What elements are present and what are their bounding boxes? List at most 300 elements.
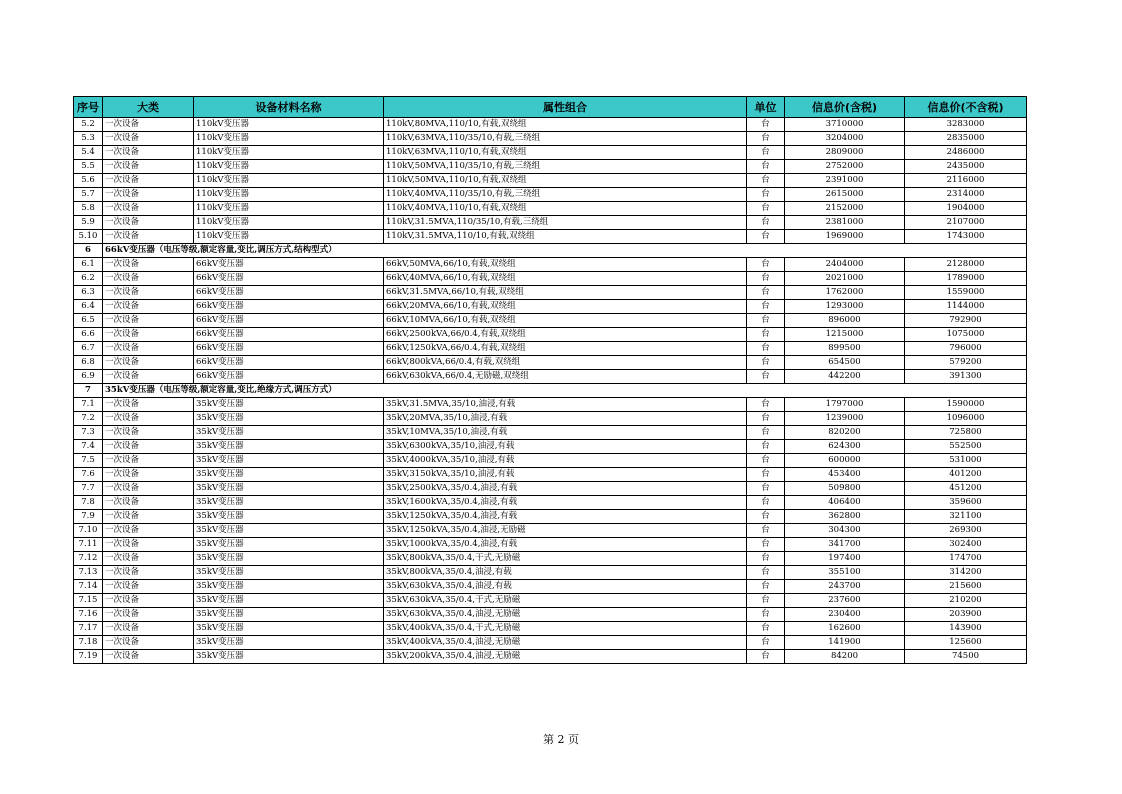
table-row bbox=[74, 272, 1027, 286]
price-tax-cell: 509800 bbox=[785, 482, 905, 496]
seq-cell: 7.13 bbox=[74, 566, 103, 580]
price-notax-cell: 1590000 bbox=[905, 398, 1027, 412]
price-notax-cell: 359600 bbox=[905, 496, 1027, 510]
category-cell: 一次设备 bbox=[103, 524, 194, 538]
attributes-cell: 66kV,800kVA,66/0.4,有载,双绕组 bbox=[384, 356, 747, 370]
price-notax-cell: 2435000 bbox=[905, 160, 1027, 174]
unit-cell: 台 bbox=[747, 118, 785, 132]
category-cell: 一次设备 bbox=[103, 594, 194, 608]
category-cell: 一次设备 bbox=[103, 370, 194, 384]
material-name-cell: 35kV变压器 bbox=[194, 552, 384, 566]
category-cell: 一次设备 bbox=[103, 174, 194, 188]
category-cell: 一次设备 bbox=[103, 118, 194, 132]
unit-cell: 台 bbox=[747, 482, 785, 496]
table-row bbox=[74, 174, 1027, 188]
unit-cell: 台 bbox=[747, 552, 785, 566]
price-notax-cell: 302400 bbox=[905, 538, 1027, 552]
material-name-cell: 35kV变压器 bbox=[194, 608, 384, 622]
unit-cell: 台 bbox=[747, 398, 785, 412]
material-name-cell: 35kV变压器 bbox=[194, 636, 384, 650]
price-tax-cell: 820200 bbox=[785, 426, 905, 440]
material-name-cell: 110kV变压器 bbox=[194, 188, 384, 202]
price-tax-cell: 341700 bbox=[785, 538, 905, 552]
table-row bbox=[74, 538, 1027, 552]
attributes-cell: 110kV,50MVA,110/35/10,有载,三绕组 bbox=[384, 160, 747, 174]
material-name-cell: 110kV变压器 bbox=[194, 160, 384, 174]
price-tax-cell: 453400 bbox=[785, 468, 905, 482]
table-row bbox=[74, 454, 1027, 468]
material-name-cell: 35kV变压器 bbox=[194, 524, 384, 538]
unit-cell: 台 bbox=[747, 286, 785, 300]
table-row bbox=[74, 356, 1027, 370]
attributes-cell: 35kV,630kVA,35/0.4,干式,无励磁 bbox=[384, 594, 747, 608]
attributes-cell: 35kV,2500kVA,35/0.4,油浸,有载 bbox=[384, 482, 747, 496]
price-tax-cell: 896000 bbox=[785, 314, 905, 328]
table-header-row bbox=[74, 97, 1027, 118]
category-cell: 一次设备 bbox=[103, 650, 194, 664]
attributes-cell: 35kV,10MVA,35/10,油浸,有载 bbox=[384, 426, 747, 440]
material-name-cell: 35kV变压器 bbox=[194, 426, 384, 440]
price-tax-cell: 442200 bbox=[785, 370, 905, 384]
material-name-cell: 35kV变压器 bbox=[194, 622, 384, 636]
material-name-cell: 35kV变压器 bbox=[194, 650, 384, 664]
unit-cell: 台 bbox=[747, 468, 785, 482]
attributes-cell: 35kV,6300kVA,35/10,油浸,有载 bbox=[384, 440, 747, 454]
category-cell: 一次设备 bbox=[103, 482, 194, 496]
group-title-cell: 35kV变压器（电压等级,额定容量,变比,绝缘方式,调压方式） bbox=[103, 384, 1027, 398]
attributes-cell: 66kV,630kVA,66/0.4,无励磁,双绕组 bbox=[384, 370, 747, 384]
seq-cell: 6.4 bbox=[74, 300, 103, 314]
price-notax-cell: 531000 bbox=[905, 454, 1027, 468]
table-row bbox=[74, 580, 1027, 594]
price-tax-cell: 406400 bbox=[785, 496, 905, 510]
category-cell: 一次设备 bbox=[103, 216, 194, 230]
category-cell: 一次设备 bbox=[103, 160, 194, 174]
table-row bbox=[74, 286, 1027, 300]
material-name-cell: 35kV变压器 bbox=[194, 440, 384, 454]
price-table bbox=[73, 96, 1027, 664]
price-tax-cell: 304300 bbox=[785, 524, 905, 538]
seq-cell: 5.3 bbox=[74, 132, 103, 146]
price-notax-cell: 174700 bbox=[905, 552, 1027, 566]
seq-cell: 6.6 bbox=[74, 328, 103, 342]
category-cell: 一次设备 bbox=[103, 356, 194, 370]
price-notax-cell: 210200 bbox=[905, 594, 1027, 608]
attributes-cell: 66kV,40MVA,66/10,有载,双绕组 bbox=[384, 272, 747, 286]
material-name-cell: 35kV变压器 bbox=[194, 538, 384, 552]
table-row bbox=[74, 510, 1027, 524]
seq-cell: 7.16 bbox=[74, 608, 103, 622]
unit-cell: 台 bbox=[747, 580, 785, 594]
price-notax-cell: 1743000 bbox=[905, 230, 1027, 244]
price-tax-cell: 355100 bbox=[785, 566, 905, 580]
seq-cell: 7.8 bbox=[74, 496, 103, 510]
seq-cell: 7.9 bbox=[74, 510, 103, 524]
price-notax-cell: 125600 bbox=[905, 636, 1027, 650]
seq-cell: 5.6 bbox=[74, 174, 103, 188]
attributes-cell: 35kV,800kVA,35/0.4,油浸,有载 bbox=[384, 566, 747, 580]
price-notax-cell: 725800 bbox=[905, 426, 1027, 440]
category-cell: 一次设备 bbox=[103, 580, 194, 594]
attributes-cell: 35kV,200kVA,35/0.4,油浸,无励磁 bbox=[384, 650, 747, 664]
category-cell: 一次设备 bbox=[103, 552, 194, 566]
attributes-cell: 35kV,800kVA,35/0.4,干式,无励磁 bbox=[384, 552, 747, 566]
unit-cell: 台 bbox=[747, 370, 785, 384]
price-notax-cell: 1904000 bbox=[905, 202, 1027, 216]
table-row bbox=[74, 146, 1027, 160]
price-notax-cell: 2116000 bbox=[905, 174, 1027, 188]
seq-cell: 5.7 bbox=[74, 188, 103, 202]
category-cell: 一次设备 bbox=[103, 454, 194, 468]
price-tax-cell: 2404000 bbox=[785, 258, 905, 272]
table-body bbox=[74, 118, 1027, 664]
category-cell: 一次设备 bbox=[103, 566, 194, 580]
price-notax-cell: 321100 bbox=[905, 510, 1027, 524]
material-name-cell: 66kV变压器 bbox=[194, 258, 384, 272]
price-tax-cell: 2391000 bbox=[785, 174, 905, 188]
group-row bbox=[74, 384, 1027, 398]
price-tax-cell: 3204000 bbox=[785, 132, 905, 146]
category-cell: 一次设备 bbox=[103, 146, 194, 160]
material-name-cell: 35kV变压器 bbox=[194, 566, 384, 580]
price-notax-cell: 451200 bbox=[905, 482, 1027, 496]
seq-cell: 7.3 bbox=[74, 426, 103, 440]
price-notax-cell: 269300 bbox=[905, 524, 1027, 538]
price-tax-cell: 1239000 bbox=[785, 412, 905, 426]
seq-cell: 7.17 bbox=[74, 622, 103, 636]
price-tax-cell: 237600 bbox=[785, 594, 905, 608]
unit-cell: 台 bbox=[747, 202, 785, 216]
seq-cell: 7.11 bbox=[74, 538, 103, 552]
seq-cell: 5.8 bbox=[74, 202, 103, 216]
price-notax-cell: 2107000 bbox=[905, 216, 1027, 230]
unit-cell: 台 bbox=[747, 454, 785, 468]
price-notax-cell: 2314000 bbox=[905, 188, 1027, 202]
material-name-cell: 110kV变压器 bbox=[194, 174, 384, 188]
unit-cell: 台 bbox=[747, 174, 785, 188]
category-cell: 一次设备 bbox=[103, 202, 194, 216]
seq-cell: 7.1 bbox=[74, 398, 103, 412]
category-cell: 一次设备 bbox=[103, 230, 194, 244]
unit-cell: 台 bbox=[747, 426, 785, 440]
material-name-cell: 110kV变压器 bbox=[194, 202, 384, 216]
category-cell: 一次设备 bbox=[103, 342, 194, 356]
price-notax-cell: 401200 bbox=[905, 468, 1027, 482]
price-notax-cell: 74500 bbox=[905, 650, 1027, 664]
price-tax-cell: 1293000 bbox=[785, 300, 905, 314]
table-row bbox=[74, 132, 1027, 146]
unit-cell: 台 bbox=[747, 622, 785, 636]
header-price-tax: 信息价(含税) bbox=[785, 97, 905, 118]
seq-cell: 7.19 bbox=[74, 650, 103, 664]
seq-cell: 5.5 bbox=[74, 160, 103, 174]
material-name-cell: 66kV变压器 bbox=[194, 314, 384, 328]
table-row bbox=[74, 650, 1027, 664]
price-notax-cell: 314200 bbox=[905, 566, 1027, 580]
category-cell: 一次设备 bbox=[103, 188, 194, 202]
price-tax-cell: 1797000 bbox=[785, 398, 905, 412]
table-row bbox=[74, 594, 1027, 608]
unit-cell: 台 bbox=[747, 566, 785, 580]
price-notax-cell: 203900 bbox=[905, 608, 1027, 622]
unit-cell: 台 bbox=[747, 356, 785, 370]
table-row bbox=[74, 468, 1027, 482]
price-tax-cell: 2615000 bbox=[785, 188, 905, 202]
unit-cell: 台 bbox=[747, 146, 785, 160]
table-row bbox=[74, 622, 1027, 636]
material-name-cell: 110kV变压器 bbox=[194, 216, 384, 230]
table-row bbox=[74, 342, 1027, 356]
header-category: 大类 bbox=[103, 97, 194, 118]
category-cell: 一次设备 bbox=[103, 440, 194, 454]
seq-cell: 7.14 bbox=[74, 580, 103, 594]
unit-cell: 台 bbox=[747, 440, 785, 454]
seq-cell: 6.7 bbox=[74, 342, 103, 356]
category-cell: 一次设备 bbox=[103, 300, 194, 314]
seq-cell: 6.3 bbox=[74, 286, 103, 300]
material-name-cell: 35kV变压器 bbox=[194, 398, 384, 412]
price-tax-cell: 2752000 bbox=[785, 160, 905, 174]
seq-cell: 6.2 bbox=[74, 272, 103, 286]
header-material-name: 设备材料名称 bbox=[194, 97, 384, 118]
seq-cell: 6.5 bbox=[74, 314, 103, 328]
attributes-cell: 66kV,10MVA,66/10,有载,双绕组 bbox=[384, 314, 747, 328]
price-tax-cell: 3710000 bbox=[785, 118, 905, 132]
attributes-cell: 110kV,63MVA,110/35/10,有载,三绕组 bbox=[384, 132, 747, 146]
unit-cell: 台 bbox=[747, 300, 785, 314]
seq-cell: 7.5 bbox=[74, 454, 103, 468]
category-cell: 一次设备 bbox=[103, 510, 194, 524]
seq-cell: 7.15 bbox=[74, 594, 103, 608]
price-tax-cell: 2021000 bbox=[785, 272, 905, 286]
seq-cell: 6.9 bbox=[74, 370, 103, 384]
seq-cell: 7.4 bbox=[74, 440, 103, 454]
page-number: 第 2 页 bbox=[543, 733, 579, 746]
unit-cell: 台 bbox=[747, 258, 785, 272]
material-name-cell: 66kV变压器 bbox=[194, 286, 384, 300]
unit-cell: 台 bbox=[747, 510, 785, 524]
unit-cell: 台 bbox=[747, 272, 785, 286]
category-cell: 一次设备 bbox=[103, 412, 194, 426]
category-cell: 一次设备 bbox=[103, 468, 194, 482]
material-name-cell: 66kV变压器 bbox=[194, 300, 384, 314]
category-cell: 一次设备 bbox=[103, 538, 194, 552]
price-tax-cell: 600000 bbox=[785, 454, 905, 468]
price-notax-cell: 579200 bbox=[905, 356, 1027, 370]
table-row bbox=[74, 566, 1027, 580]
price-tax-cell: 2152000 bbox=[785, 202, 905, 216]
seq-cell: 6.1 bbox=[74, 258, 103, 272]
table-row bbox=[74, 216, 1027, 230]
price-notax-cell: 1075000 bbox=[905, 328, 1027, 342]
table-row bbox=[74, 524, 1027, 538]
table-row bbox=[74, 314, 1027, 328]
material-name-cell: 66kV变压器 bbox=[194, 328, 384, 342]
material-name-cell: 35kV变压器 bbox=[194, 510, 384, 524]
attributes-cell: 66kV,1250kVA,66/0.4,有载,双绕组 bbox=[384, 342, 747, 356]
price-tax-cell: 1215000 bbox=[785, 328, 905, 342]
seq-cell: 7.2 bbox=[74, 412, 103, 426]
table-row bbox=[74, 636, 1027, 650]
material-name-cell: 35kV变压器 bbox=[194, 594, 384, 608]
price-tax-cell: 1762000 bbox=[785, 286, 905, 300]
table-row bbox=[74, 440, 1027, 454]
price-tax-cell: 2381000 bbox=[785, 216, 905, 230]
price-notax-cell: 2128000 bbox=[905, 258, 1027, 272]
price-notax-cell: 1559000 bbox=[905, 286, 1027, 300]
attributes-cell: 35kV,3150kVA,35/10,油浸,有载 bbox=[384, 468, 747, 482]
category-cell: 一次设备 bbox=[103, 622, 194, 636]
price-tax-cell: 654500 bbox=[785, 356, 905, 370]
price-notax-cell: 1144000 bbox=[905, 300, 1027, 314]
category-cell: 一次设备 bbox=[103, 258, 194, 272]
attributes-cell: 35kV,400kVA,35/0.4,油浸,无励磁 bbox=[384, 636, 747, 650]
table-row bbox=[74, 118, 1027, 132]
material-name-cell: 35kV变压器 bbox=[194, 482, 384, 496]
price-tax-cell: 243700 bbox=[785, 580, 905, 594]
category-cell: 一次设备 bbox=[103, 286, 194, 300]
unit-cell: 台 bbox=[747, 216, 785, 230]
attributes-cell: 110kV,80MVA,110/10,有载,双绕组 bbox=[384, 118, 747, 132]
material-name-cell: 35kV变压器 bbox=[194, 580, 384, 594]
category-cell: 一次设备 bbox=[103, 426, 194, 440]
table-row bbox=[74, 608, 1027, 622]
category-cell: 一次设备 bbox=[103, 398, 194, 412]
seq-cell: 7.10 bbox=[74, 524, 103, 538]
price-notax-cell: 1096000 bbox=[905, 412, 1027, 426]
price-tax-cell: 84200 bbox=[785, 650, 905, 664]
group-title-cell: 66kV变压器（电压等级,额定容量,变比,调压方式,结构型式） bbox=[103, 244, 1027, 258]
attributes-cell: 35kV,400kVA,35/0.4,干式,无励磁 bbox=[384, 622, 747, 636]
table-row bbox=[74, 370, 1027, 384]
group-row bbox=[74, 244, 1027, 258]
material-name-cell: 66kV变压器 bbox=[194, 356, 384, 370]
price-notax-cell: 215600 bbox=[905, 580, 1027, 594]
price-notax-cell: 143900 bbox=[905, 622, 1027, 636]
attributes-cell: 35kV,630kVA,35/0.4,油浸,有载 bbox=[384, 580, 747, 594]
unit-cell: 台 bbox=[747, 496, 785, 510]
category-cell: 一次设备 bbox=[103, 496, 194, 510]
attributes-cell: 35kV,1250kVA,35/0.4,油浸,有载 bbox=[384, 510, 747, 524]
table-row bbox=[74, 426, 1027, 440]
attributes-cell: 66kV,2500kVA,66/0.4,有载,双绕组 bbox=[384, 328, 747, 342]
material-name-cell: 35kV变压器 bbox=[194, 496, 384, 510]
unit-cell: 台 bbox=[747, 412, 785, 426]
material-name-cell: 110kV变压器 bbox=[194, 132, 384, 146]
unit-cell: 台 bbox=[747, 608, 785, 622]
unit-cell: 台 bbox=[747, 132, 785, 146]
category-cell: 一次设备 bbox=[103, 636, 194, 650]
attributes-cell: 35kV,1250kVA,35/0.4,油浸,无励磁 bbox=[384, 524, 747, 538]
unit-cell: 台 bbox=[747, 524, 785, 538]
seq-cell: 5.2 bbox=[74, 118, 103, 132]
unit-cell: 台 bbox=[747, 328, 785, 342]
attributes-cell: 35kV,630kVA,35/0.4,油浸,无励磁 bbox=[384, 608, 747, 622]
price-notax-cell: 552500 bbox=[905, 440, 1027, 454]
header-unit: 单位 bbox=[747, 97, 785, 118]
seq-cell: 7.7 bbox=[74, 482, 103, 496]
table-row bbox=[74, 202, 1027, 216]
table-row bbox=[74, 230, 1027, 244]
seq-cell: 6.8 bbox=[74, 356, 103, 370]
unit-cell: 台 bbox=[747, 594, 785, 608]
table-row bbox=[74, 412, 1027, 426]
category-cell: 一次设备 bbox=[103, 608, 194, 622]
attributes-cell: 35kV,20MVA,35/10,油浸,有载 bbox=[384, 412, 747, 426]
price-notax-cell: 792900 bbox=[905, 314, 1027, 328]
group-seq-cell: 7 bbox=[74, 384, 103, 398]
attributes-cell: 110kV,40MVA,110/35/10,有载,三绕组 bbox=[384, 188, 747, 202]
material-name-cell: 66kV变压器 bbox=[194, 370, 384, 384]
price-tax-cell: 362800 bbox=[785, 510, 905, 524]
price-notax-cell: 2486000 bbox=[905, 146, 1027, 160]
unit-cell: 台 bbox=[747, 314, 785, 328]
header-seq: 序号 bbox=[74, 97, 103, 118]
attributes-cell: 35kV,31.5MVA,35/10,油浸,有载 bbox=[384, 398, 747, 412]
attributes-cell: 110kV,31.5MVA,110/35/10,有载,三绕组 bbox=[384, 216, 747, 230]
price-tax-cell: 2809000 bbox=[785, 146, 905, 160]
price-tax-cell: 230400 bbox=[785, 608, 905, 622]
unit-cell: 台 bbox=[747, 160, 785, 174]
unit-cell: 台 bbox=[747, 538, 785, 552]
attributes-cell: 110kV,40MVA,110/10,有载,双绕组 bbox=[384, 202, 747, 216]
unit-cell: 台 bbox=[747, 650, 785, 664]
material-name-cell: 110kV变压器 bbox=[194, 118, 384, 132]
table-row bbox=[74, 328, 1027, 342]
attributes-cell: 66kV,31.5MVA,66/10,有载,双绕组 bbox=[384, 286, 747, 300]
group-seq-cell: 6 bbox=[74, 244, 103, 258]
price-notax-cell: 796000 bbox=[905, 342, 1027, 356]
table-row bbox=[74, 188, 1027, 202]
unit-cell: 台 bbox=[747, 342, 785, 356]
material-name-cell: 66kV变压器 bbox=[194, 272, 384, 286]
table-row bbox=[74, 398, 1027, 412]
attributes-cell: 66kV,50MVA,66/10,有载,双绕组 bbox=[384, 258, 747, 272]
material-name-cell: 35kV变压器 bbox=[194, 468, 384, 482]
material-name-cell: 35kV变压器 bbox=[194, 412, 384, 426]
table-row bbox=[74, 552, 1027, 566]
material-name-cell: 110kV变压器 bbox=[194, 230, 384, 244]
price-tax-cell: 899500 bbox=[785, 342, 905, 356]
price-tax-cell: 162600 bbox=[785, 622, 905, 636]
seq-cell: 5.10 bbox=[74, 230, 103, 244]
price-notax-cell: 3283000 bbox=[905, 118, 1027, 132]
material-name-cell: 35kV变压器 bbox=[194, 454, 384, 468]
attributes-cell: 110kV,31.5MVA,110/10,有载,双绕组 bbox=[384, 230, 747, 244]
material-name-cell: 66kV变压器 bbox=[194, 342, 384, 356]
category-cell: 一次设备 bbox=[103, 314, 194, 328]
price-notax-cell: 2835000 bbox=[905, 132, 1027, 146]
header-attributes: 属性组合 bbox=[384, 97, 747, 118]
attributes-cell: 35kV,1000kVA,35/0.4,油浸,有载 bbox=[384, 538, 747, 552]
price-notax-cell: 1789000 bbox=[905, 272, 1027, 286]
attributes-cell: 110kV,50MVA,110/10,有载,双绕组 bbox=[384, 174, 747, 188]
seq-cell: 7.12 bbox=[74, 552, 103, 566]
material-name-cell: 110kV变压器 bbox=[194, 146, 384, 160]
attributes-cell: 35kV,4000kVA,35/10,油浸,有载 bbox=[384, 454, 747, 468]
header-price-notax: 信息价(不含税) bbox=[905, 97, 1027, 118]
table-row bbox=[74, 258, 1027, 272]
seq-cell: 5.9 bbox=[74, 216, 103, 230]
table-row bbox=[74, 300, 1027, 314]
category-cell: 一次设备 bbox=[103, 272, 194, 286]
attributes-cell: 110kV,63MVA,110/10,有载,双绕组 bbox=[384, 146, 747, 160]
table-row bbox=[74, 496, 1027, 510]
unit-cell: 台 bbox=[747, 636, 785, 650]
table-row bbox=[74, 160, 1027, 174]
unit-cell: 台 bbox=[747, 230, 785, 244]
attributes-cell: 35kV,1600kVA,35/0.4,油浸,有载 bbox=[384, 496, 747, 510]
